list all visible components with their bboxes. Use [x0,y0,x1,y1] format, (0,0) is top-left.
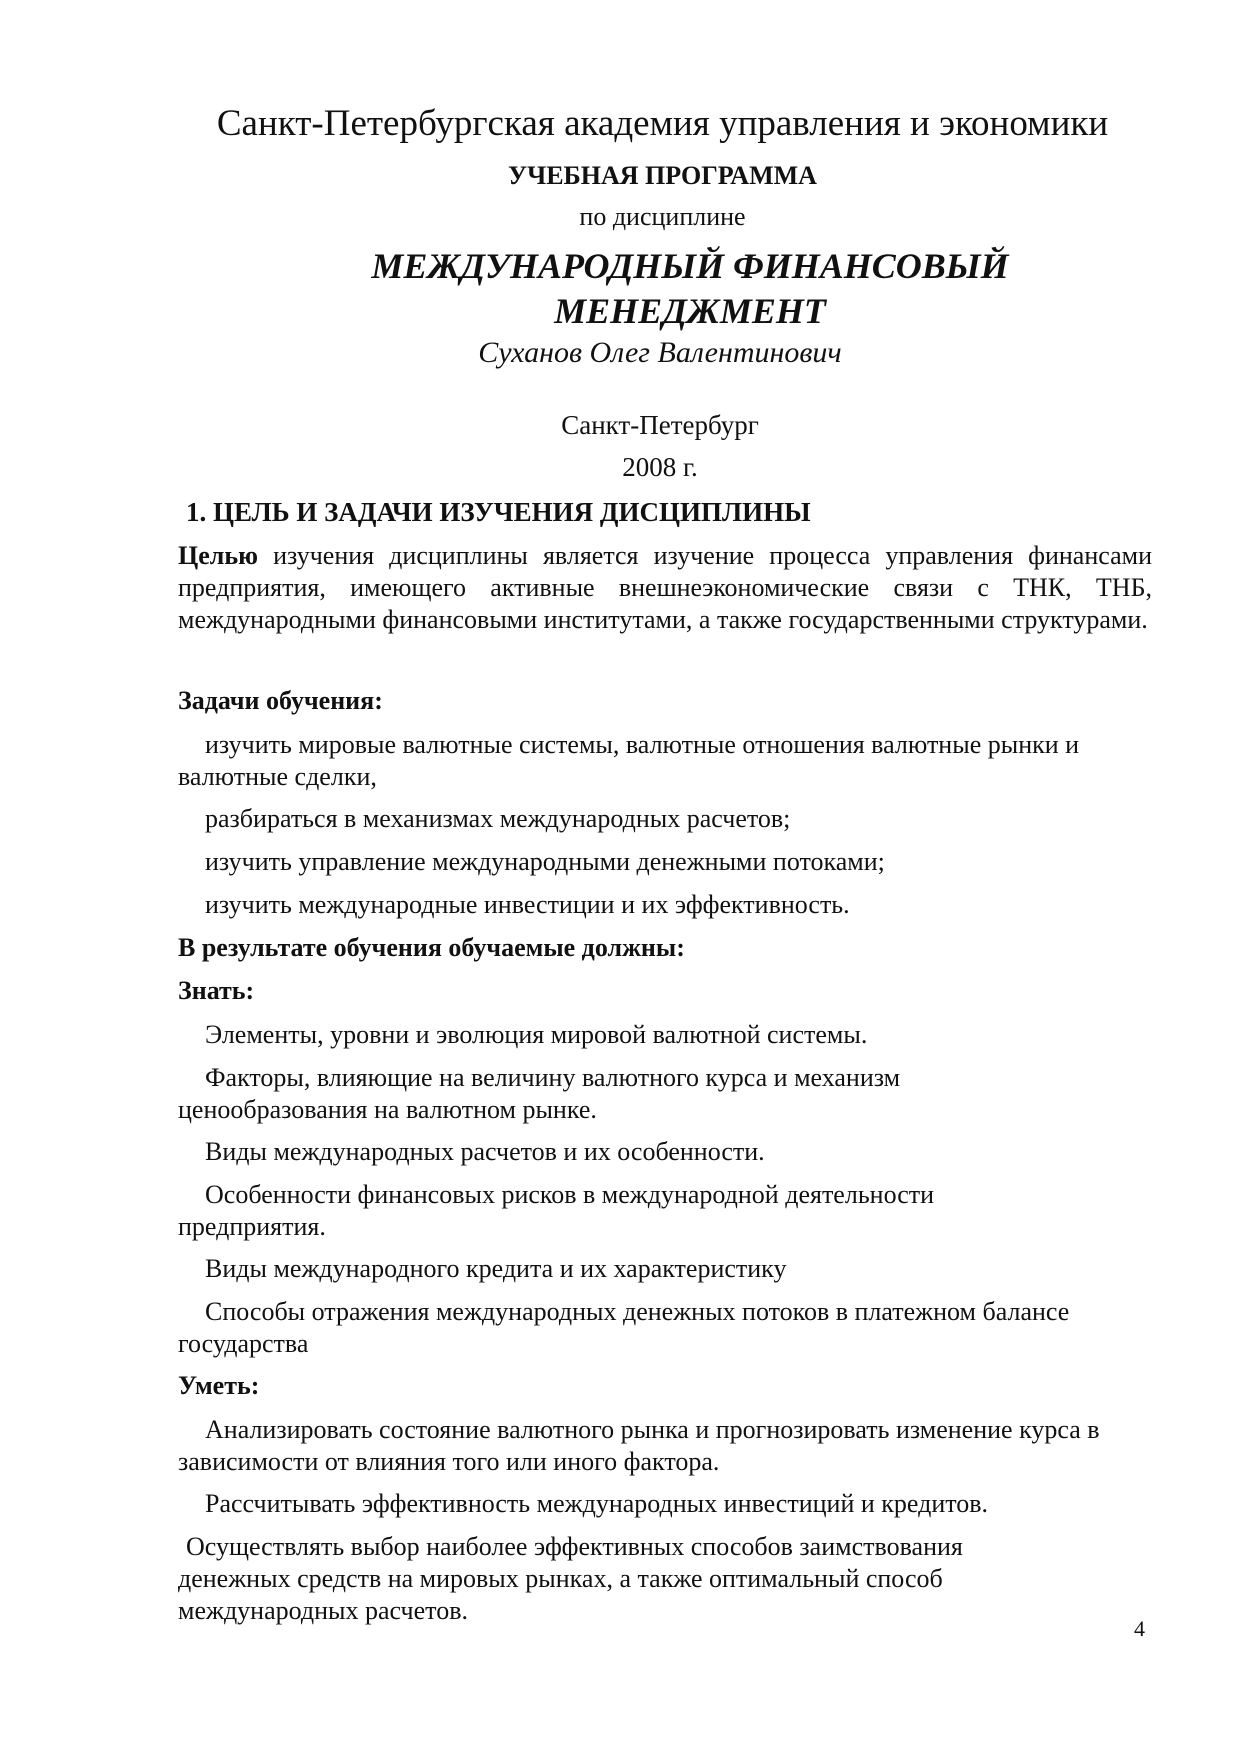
can-item: Рассчитывать эффективность международных инвестиций и кредитов. [205,1489,989,1518]
tasks-label: Задачи обучения: [178,686,383,715]
year: 2008 г. [622,452,698,482]
know-item: Виды международного кредита и их характеристику [205,1254,787,1283]
know-item: Элементы, уровни и эволюция мировой валютной системы. [205,1020,868,1049]
page-number: 4 [1134,1616,1145,1641]
know-item: Факторы, влияющие на величину валютного курса и механизм ценообразования на валютном рынке. [178,1063,901,1124]
can-item: Осуществлять выбор наиболее эффективных способов заимствования денежных средств на мировых рынках, а также оптимальный способ международных расчетов. [178,1532,963,1625]
task-item: изучить управление международными денежными потоками; [205,847,885,876]
result-label: В результате обучения обучаемые должны: [178,933,685,962]
know-item: Виды международных расчетов и их особенности. [205,1137,765,1166]
academy-title: Санкт-Петербургская академия управления и экономики [216,103,1109,144]
subject-title-line-1: МЕЖДУНАРОДНЫЙ ФИНАНСОВЫЙ [371,246,1009,286]
subject-title [0,244,1241,334]
goal-label: Целью [178,541,258,570]
know-item: Особенности финансовых рисков в международной деятельности предприятия. [178,1180,935,1241]
program-title: УЧЕБНАЯ ПРОГРАММА [508,161,817,190]
city: Санкт-Петербург [561,410,759,440]
goal-text: изучения дисциплины является изучение процесса управления финансами предприятия, имеющего активные внешнеэкономические связи с ТНК, ТНБ, международными финансовыми институтами, а также государственными структурами. [178,541,1153,634]
subject-title-line-2: МЕНЕДЖМЕНТ [554,291,826,331]
task-item: разбираться в механизмах международных расчетов; [205,804,791,833]
task-item: изучить мировые валютные системы, валютные отношения валютные рынки и валютные сделки, [178,730,1080,791]
can-label: Уметь: [178,1371,260,1400]
goal-paragraph [178,540,1152,636]
subject-intro: по дисциплине [579,202,746,231]
know-label: Знать: [178,976,255,1005]
know-item: Способы отражения международных денежных потоков в платежном балансе государства [178,1297,1070,1358]
author-name: Суханов Олег Валентинович [478,336,842,369]
section-heading: 1. ЦЕЛЬ И ЗАДАЧИ ИЗУЧЕНИЯ ДИСЦИПЛИНЫ [186,497,811,527]
can-item: Анализировать состояние валютного рынка и прогнозировать изменение курса в зависимости от влияния того или иного фактора. [178,1415,1100,1476]
task-item: изучить международные инвестиции и их эффективность. [205,890,850,919]
